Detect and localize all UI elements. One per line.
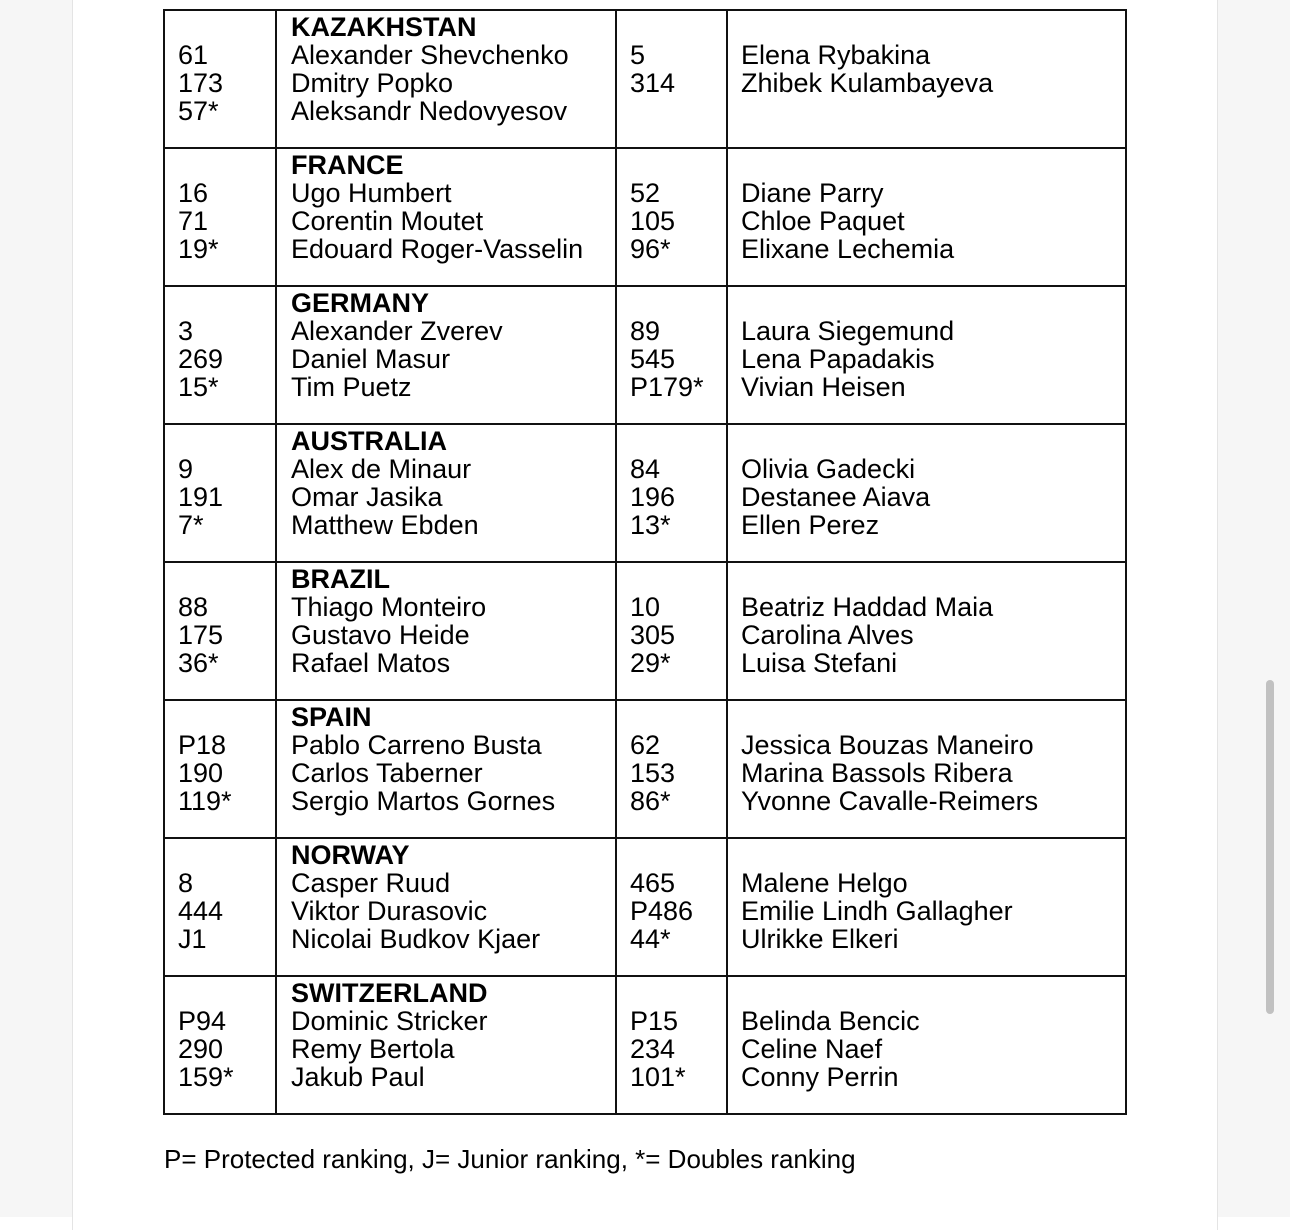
men-ranks-cell	[164, 424, 276, 562]
women-rank: 44*	[630, 924, 671, 954]
men-ranks	[178, 563, 275, 677]
men-players-cell	[276, 562, 616, 700]
women-player-name: Jessica Bouzas Maneiro	[741, 730, 1034, 760]
women-rank: 13*	[630, 510, 671, 540]
team-row	[164, 562, 1126, 700]
women-rank: 89	[630, 316, 661, 346]
women-players	[741, 563, 1125, 677]
men-players-cell	[276, 976, 616, 1114]
women-players	[741, 701, 1125, 815]
men-rank: 175	[178, 620, 224, 650]
men-player-name: Aleksandr Nedovyesov	[291, 96, 568, 126]
men-ranks-cell	[164, 976, 276, 1114]
women-ranks-cell	[616, 562, 727, 700]
women-ranks-cell	[616, 286, 727, 424]
women-rank: 234	[630, 1034, 676, 1064]
men-player-name: Edouard Roger-Vasselin	[291, 234, 584, 264]
country-name: AUSTRALIA	[291, 426, 447, 456]
spacer	[741, 841, 1125, 869]
spacer	[630, 289, 726, 317]
women-ranks-cell	[616, 700, 727, 838]
women-rank: 96*	[630, 234, 671, 264]
men-rank: 15*	[178, 372, 219, 402]
women-rank: P486	[630, 896, 694, 926]
vertical-scrollbar[interactable]	[1264, 0, 1276, 1217]
women-player-name: Lena Papadakis	[741, 344, 935, 374]
men-rank: 290	[178, 1034, 224, 1064]
country-name: KAZAKHSTAN	[291, 12, 477, 42]
men-player-name: Matthew Ebden	[291, 510, 479, 540]
team-row	[164, 838, 1126, 976]
country-name: NORWAY	[291, 840, 410, 870]
women-rank: 545	[630, 344, 676, 374]
men-rank: P18	[178, 730, 227, 760]
women-rank: 62	[630, 730, 661, 760]
women-ranks	[630, 287, 726, 401]
spacer	[630, 703, 726, 731]
women-player-name: Chloe Paquet	[741, 206, 905, 236]
spacer	[741, 151, 1125, 179]
men-player-name: Daniel Masur	[291, 344, 451, 374]
men-rank: J1	[178, 924, 207, 954]
women-rank: 153	[630, 758, 676, 788]
women-player-name: Carolina Alves	[741, 620, 914, 650]
women-rank: 29*	[630, 648, 671, 678]
men-rank: 190	[178, 758, 224, 788]
men-player-name: Dominic Stricker	[291, 1006, 488, 1036]
spacer	[741, 289, 1125, 317]
men-ranks-cell	[164, 700, 276, 838]
women-rank: 305	[630, 620, 676, 650]
men-ranks-cell	[164, 148, 276, 286]
men-rank: 159*	[178, 1062, 234, 1092]
men-ranks-cell	[164, 838, 276, 976]
spacer	[178, 565, 275, 593]
women-players-cell	[727, 148, 1126, 286]
team-row	[164, 700, 1126, 838]
men-ranks-cell	[164, 562, 276, 700]
women-players	[741, 149, 1125, 263]
men-players	[291, 287, 615, 401]
women-rank: 10	[630, 592, 661, 622]
women-players-cell	[727, 562, 1126, 700]
spacer	[741, 427, 1125, 455]
men-player-name: Viktor Durasovic	[291, 896, 488, 926]
men-players	[291, 839, 615, 953]
spacer	[178, 151, 275, 179]
spacer	[178, 13, 275, 41]
men-player-name: Alexander Zverev	[291, 316, 503, 346]
men-player-name: Remy Bertola	[291, 1034, 455, 1064]
men-rank: 19*	[178, 234, 219, 264]
women-players	[741, 11, 1125, 97]
men-player-name: Alex de Minaur	[291, 454, 472, 484]
women-players	[741, 425, 1125, 539]
spacer	[630, 151, 726, 179]
men-rank: 36*	[178, 648, 219, 678]
women-player-name: Yvonne Cavalle-Reimers	[741, 786, 1039, 816]
women-player-name: Elena Rybakina	[741, 40, 931, 70]
women-player-name: Elixane Lechemia	[741, 234, 955, 264]
team-row	[164, 286, 1126, 424]
women-players-cell	[727, 10, 1126, 148]
men-rank: 269	[178, 344, 224, 374]
women-ranks	[630, 425, 726, 539]
women-ranks	[630, 701, 726, 815]
men-players-cell	[276, 10, 616, 148]
women-player-name: Ellen Perez	[741, 510, 880, 540]
men-ranks	[178, 425, 275, 539]
men-rank: 61	[178, 40, 209, 70]
men-player-name: Rafael Matos	[291, 648, 451, 678]
spacer	[630, 13, 726, 41]
men-players	[291, 11, 615, 125]
spacer	[178, 841, 275, 869]
spacer	[741, 565, 1125, 593]
ranking-footnote: P= Protected ranking, J= Junior ranking, *= Doubles ranking	[164, 1144, 856, 1174]
women-ranks-cell	[616, 976, 727, 1114]
men-players	[291, 977, 615, 1091]
women-ranks-cell	[616, 148, 727, 286]
women-players-cell	[727, 976, 1126, 1114]
women-player-name: Malene Helgo	[741, 868, 908, 898]
women-players-cell	[727, 424, 1126, 562]
spacer	[630, 427, 726, 455]
women-players	[741, 287, 1125, 401]
men-rank: 57*	[178, 96, 219, 126]
men-rank: 173	[178, 68, 224, 98]
men-ranks-cell	[164, 10, 276, 148]
spacer	[630, 979, 726, 1007]
men-rank: 444	[178, 896, 224, 926]
men-ranks	[178, 287, 275, 401]
men-ranks	[178, 977, 275, 1091]
spacer	[741, 979, 1125, 1007]
women-players-cell	[727, 700, 1126, 838]
spacer	[178, 703, 275, 731]
men-ranks	[178, 701, 275, 815]
women-players-cell	[727, 286, 1126, 424]
spacer	[630, 565, 726, 593]
women-players-cell	[727, 838, 1126, 976]
team-row	[164, 976, 1126, 1114]
team-rankings-body	[164, 10, 1126, 1114]
men-player-name: Nicolai Budkov Kjaer	[291, 924, 541, 954]
men-player-name: Sergio Martos Gornes	[291, 786, 556, 816]
men-player-name: Gustavo Heide	[291, 620, 470, 650]
women-ranks	[630, 839, 726, 953]
men-player-name: Carlos Taberner	[291, 758, 483, 788]
women-rank: 101*	[630, 1062, 686, 1092]
women-player-name: Ulrikke Elkeri	[741, 924, 899, 954]
men-player-name: Dmitry Popko	[291, 68, 454, 98]
women-rank: 465	[630, 868, 676, 898]
men-player-name: Ugo Humbert	[291, 178, 452, 208]
women-ranks	[630, 977, 726, 1091]
men-players-cell	[276, 700, 616, 838]
men-player-name: Tim Puetz	[291, 372, 412, 402]
men-player-name: Alexander Shevchenko	[291, 40, 569, 70]
women-player-name: Conny Perrin	[741, 1062, 899, 1092]
spacer	[178, 979, 275, 1007]
men-rank: 191	[178, 482, 224, 512]
men-rank: 3	[178, 316, 194, 346]
men-player-name: Casper Ruud	[291, 868, 451, 898]
spacer	[741, 703, 1125, 731]
women-player-name: Zhibek Kulambayeva	[741, 68, 994, 98]
team-row	[164, 148, 1126, 286]
country-name: SWITZERLAND	[291, 978, 488, 1008]
women-ranks	[630, 563, 726, 677]
women-ranks	[630, 149, 726, 263]
women-rank: 196	[630, 482, 676, 512]
men-players	[291, 425, 615, 539]
spacer	[741, 13, 1125, 41]
women-rank: 314	[630, 68, 676, 98]
women-rank: 86*	[630, 786, 671, 816]
men-players	[291, 149, 615, 263]
men-rank: 9	[178, 454, 194, 484]
men-player-name: Pablo Carreno Busta	[291, 730, 542, 760]
women-rank: 5	[630, 40, 646, 70]
women-player-name: Marina Bassols Ribera	[741, 758, 1013, 788]
women-ranks-cell	[616, 424, 727, 562]
men-rank: 16	[178, 178, 209, 208]
women-rank: 105	[630, 206, 676, 236]
country-name: FRANCE	[291, 150, 404, 180]
country-name: SPAIN	[291, 702, 372, 732]
women-player-name: Celine Naef	[741, 1034, 883, 1064]
women-rank: P15	[630, 1006, 679, 1036]
team-row	[164, 424, 1126, 562]
men-players-cell	[276, 424, 616, 562]
women-player-name: Luisa Stefani	[741, 648, 898, 678]
women-ranks-cell	[616, 838, 727, 976]
women-ranks-cell	[616, 10, 727, 148]
men-ranks	[178, 11, 275, 125]
men-rank: 88	[178, 592, 209, 622]
women-player-name: Vivian Heisen	[741, 372, 906, 402]
men-players	[291, 701, 615, 815]
women-player-name: Destanee Aiava	[741, 482, 931, 512]
women-rank: 52	[630, 178, 661, 208]
men-ranks	[178, 149, 275, 263]
country-name: BRAZIL	[291, 564, 390, 594]
men-player-name: Corentin Moutet	[291, 206, 484, 236]
men-rank: 8	[178, 868, 194, 898]
women-player-name: Diane Parry	[741, 178, 884, 208]
men-rank: 119*	[178, 786, 232, 816]
men-rank: P94	[178, 1006, 227, 1036]
men-player-name: Thiago Monteiro	[291, 592, 487, 622]
men-players-cell	[276, 148, 616, 286]
men-players-cell	[276, 838, 616, 976]
women-player-name: Emilie Lindh Gallagher	[741, 896, 1013, 926]
women-player-name: Laura Siegemund	[741, 316, 955, 346]
men-rank: 7*	[178, 510, 204, 540]
men-player-name: Jakub Paul	[291, 1062, 425, 1092]
women-ranks	[630, 11, 726, 97]
women-player-name: Belinda Bencic	[741, 1006, 920, 1036]
men-ranks-cell	[164, 286, 276, 424]
women-rank: 84	[630, 454, 661, 484]
men-player-name: Omar Jasika	[291, 482, 443, 512]
women-player-name: Olivia Gadecki	[741, 454, 916, 484]
spacer	[178, 427, 275, 455]
spacer	[178, 289, 275, 317]
men-rank: 71	[178, 206, 209, 236]
men-players	[291, 563, 615, 677]
women-players	[741, 977, 1125, 1091]
women-players	[741, 839, 1125, 953]
team-rankings-table	[163, 9, 1127, 1115]
women-rank: P179*	[630, 372, 704, 402]
men-players-cell	[276, 286, 616, 424]
scrollbar-thumb[interactable]	[1266, 680, 1274, 1014]
men-ranks	[178, 839, 275, 953]
spacer	[630, 841, 726, 869]
women-player-name: Beatriz Haddad Maia	[741, 592, 994, 622]
country-name: GERMANY	[291, 288, 430, 318]
team-row	[164, 10, 1126, 148]
